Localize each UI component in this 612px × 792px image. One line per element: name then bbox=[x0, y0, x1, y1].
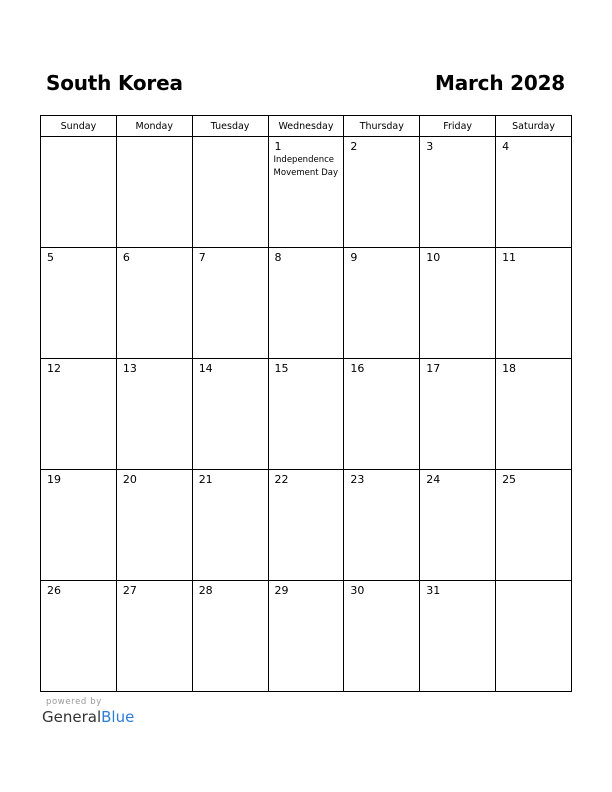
day-cell bbox=[420, 581, 496, 692]
weekday-friday: Friday bbox=[420, 116, 496, 137]
day-number: 25 bbox=[502, 473, 517, 486]
holiday-label: Independence Movement Day bbox=[273, 155, 339, 178]
day-cell bbox=[41, 581, 117, 692]
day-cell bbox=[420, 359, 496, 470]
day-number: 12 bbox=[47, 362, 61, 375]
day-number: 8 bbox=[274, 251, 282, 264]
day-cell bbox=[192, 581, 268, 692]
day-number: 11 bbox=[502, 251, 517, 264]
day-cell bbox=[116, 581, 192, 692]
weekday-thursday: Thursday bbox=[344, 116, 420, 137]
day-cell bbox=[192, 137, 268, 248]
day-number bbox=[41, 137, 116, 140]
day-number: 15 bbox=[274, 362, 289, 375]
day-cell bbox=[41, 248, 117, 359]
day-number: 10 bbox=[426, 251, 441, 264]
day-number: 9 bbox=[350, 251, 358, 264]
week-row-3 bbox=[41, 359, 572, 470]
day-number: 6 bbox=[122, 251, 130, 264]
day-number: 24 bbox=[426, 473, 441, 486]
generalblue-logo[interactable] bbox=[42, 708, 134, 726]
country-title: South Korea bbox=[46, 71, 183, 95]
week-row-4 bbox=[41, 470, 572, 581]
day-cell bbox=[41, 137, 117, 248]
day-number: 23 bbox=[350, 473, 365, 486]
day-cell bbox=[41, 359, 117, 470]
day-cell bbox=[268, 248, 344, 359]
day-cell bbox=[192, 470, 268, 581]
day-number bbox=[496, 581, 571, 584]
day-cell bbox=[420, 470, 496, 581]
day-number: 28 bbox=[198, 584, 213, 597]
day-cell bbox=[268, 470, 344, 581]
day-cell bbox=[192, 359, 268, 470]
day-number: 2 bbox=[350, 140, 358, 153]
day-number: 1 bbox=[274, 140, 282, 153]
day-cell bbox=[268, 581, 344, 692]
day-cell bbox=[496, 137, 572, 248]
day-number: 13 bbox=[122, 362, 137, 375]
weekday-tuesday: Tuesday bbox=[192, 116, 268, 137]
day-cell bbox=[344, 137, 420, 248]
day-cell bbox=[420, 248, 496, 359]
day-number bbox=[117, 137, 192, 140]
day-cell bbox=[116, 248, 192, 359]
day-number: 27 bbox=[122, 584, 137, 597]
day-number: 7 bbox=[198, 251, 206, 264]
day-number: 20 bbox=[122, 473, 137, 486]
weekday-wednesday: Wednesday bbox=[268, 116, 344, 137]
calendar-grid bbox=[40, 115, 572, 692]
day-cell bbox=[41, 470, 117, 581]
day-cell bbox=[268, 359, 344, 470]
day-cell bbox=[496, 581, 572, 692]
day-cell bbox=[268, 137, 344, 248]
brand-blue-text: Blue bbox=[101, 708, 135, 726]
day-cell bbox=[496, 248, 572, 359]
day-number: 17 bbox=[426, 362, 441, 375]
day-cell bbox=[344, 359, 420, 470]
day-number: 4 bbox=[502, 140, 510, 153]
day-number: 3 bbox=[426, 140, 434, 153]
day-number: 31 bbox=[426, 584, 441, 597]
week-row-5 bbox=[41, 581, 572, 692]
weekday-monday: Monday bbox=[116, 116, 192, 137]
day-cell bbox=[116, 359, 192, 470]
day-number: 18 bbox=[502, 362, 517, 375]
weekday-header-row bbox=[41, 116, 572, 137]
day-cell bbox=[496, 359, 572, 470]
day-number: 29 bbox=[274, 584, 289, 597]
weekday-saturday: Saturday bbox=[496, 116, 572, 137]
powered-by-label: powered by bbox=[46, 697, 102, 707]
day-cell bbox=[192, 248, 268, 359]
day-cell bbox=[344, 248, 420, 359]
month-year-title: March 2028 bbox=[435, 71, 565, 95]
day-number: 22 bbox=[274, 473, 289, 486]
day-number: 14 bbox=[198, 362, 213, 375]
day-number: 16 bbox=[350, 362, 365, 375]
day-cell bbox=[116, 470, 192, 581]
day-cell bbox=[344, 581, 420, 692]
day-cell bbox=[116, 137, 192, 248]
brand-general-text: General bbox=[42, 708, 102, 726]
day-number: 21 bbox=[198, 473, 213, 486]
day-number: 19 bbox=[47, 473, 61, 486]
week-row-2 bbox=[41, 248, 572, 359]
day-number bbox=[193, 137, 268, 140]
day-number: 5 bbox=[47, 251, 54, 264]
day-cell bbox=[420, 137, 496, 248]
day-cell bbox=[496, 470, 572, 581]
weekday-sunday: Sunday bbox=[41, 116, 117, 137]
week-row-1 bbox=[41, 137, 572, 248]
day-cell bbox=[344, 470, 420, 581]
day-number: 30 bbox=[350, 584, 365, 597]
day-number: 26 bbox=[47, 584, 61, 597]
